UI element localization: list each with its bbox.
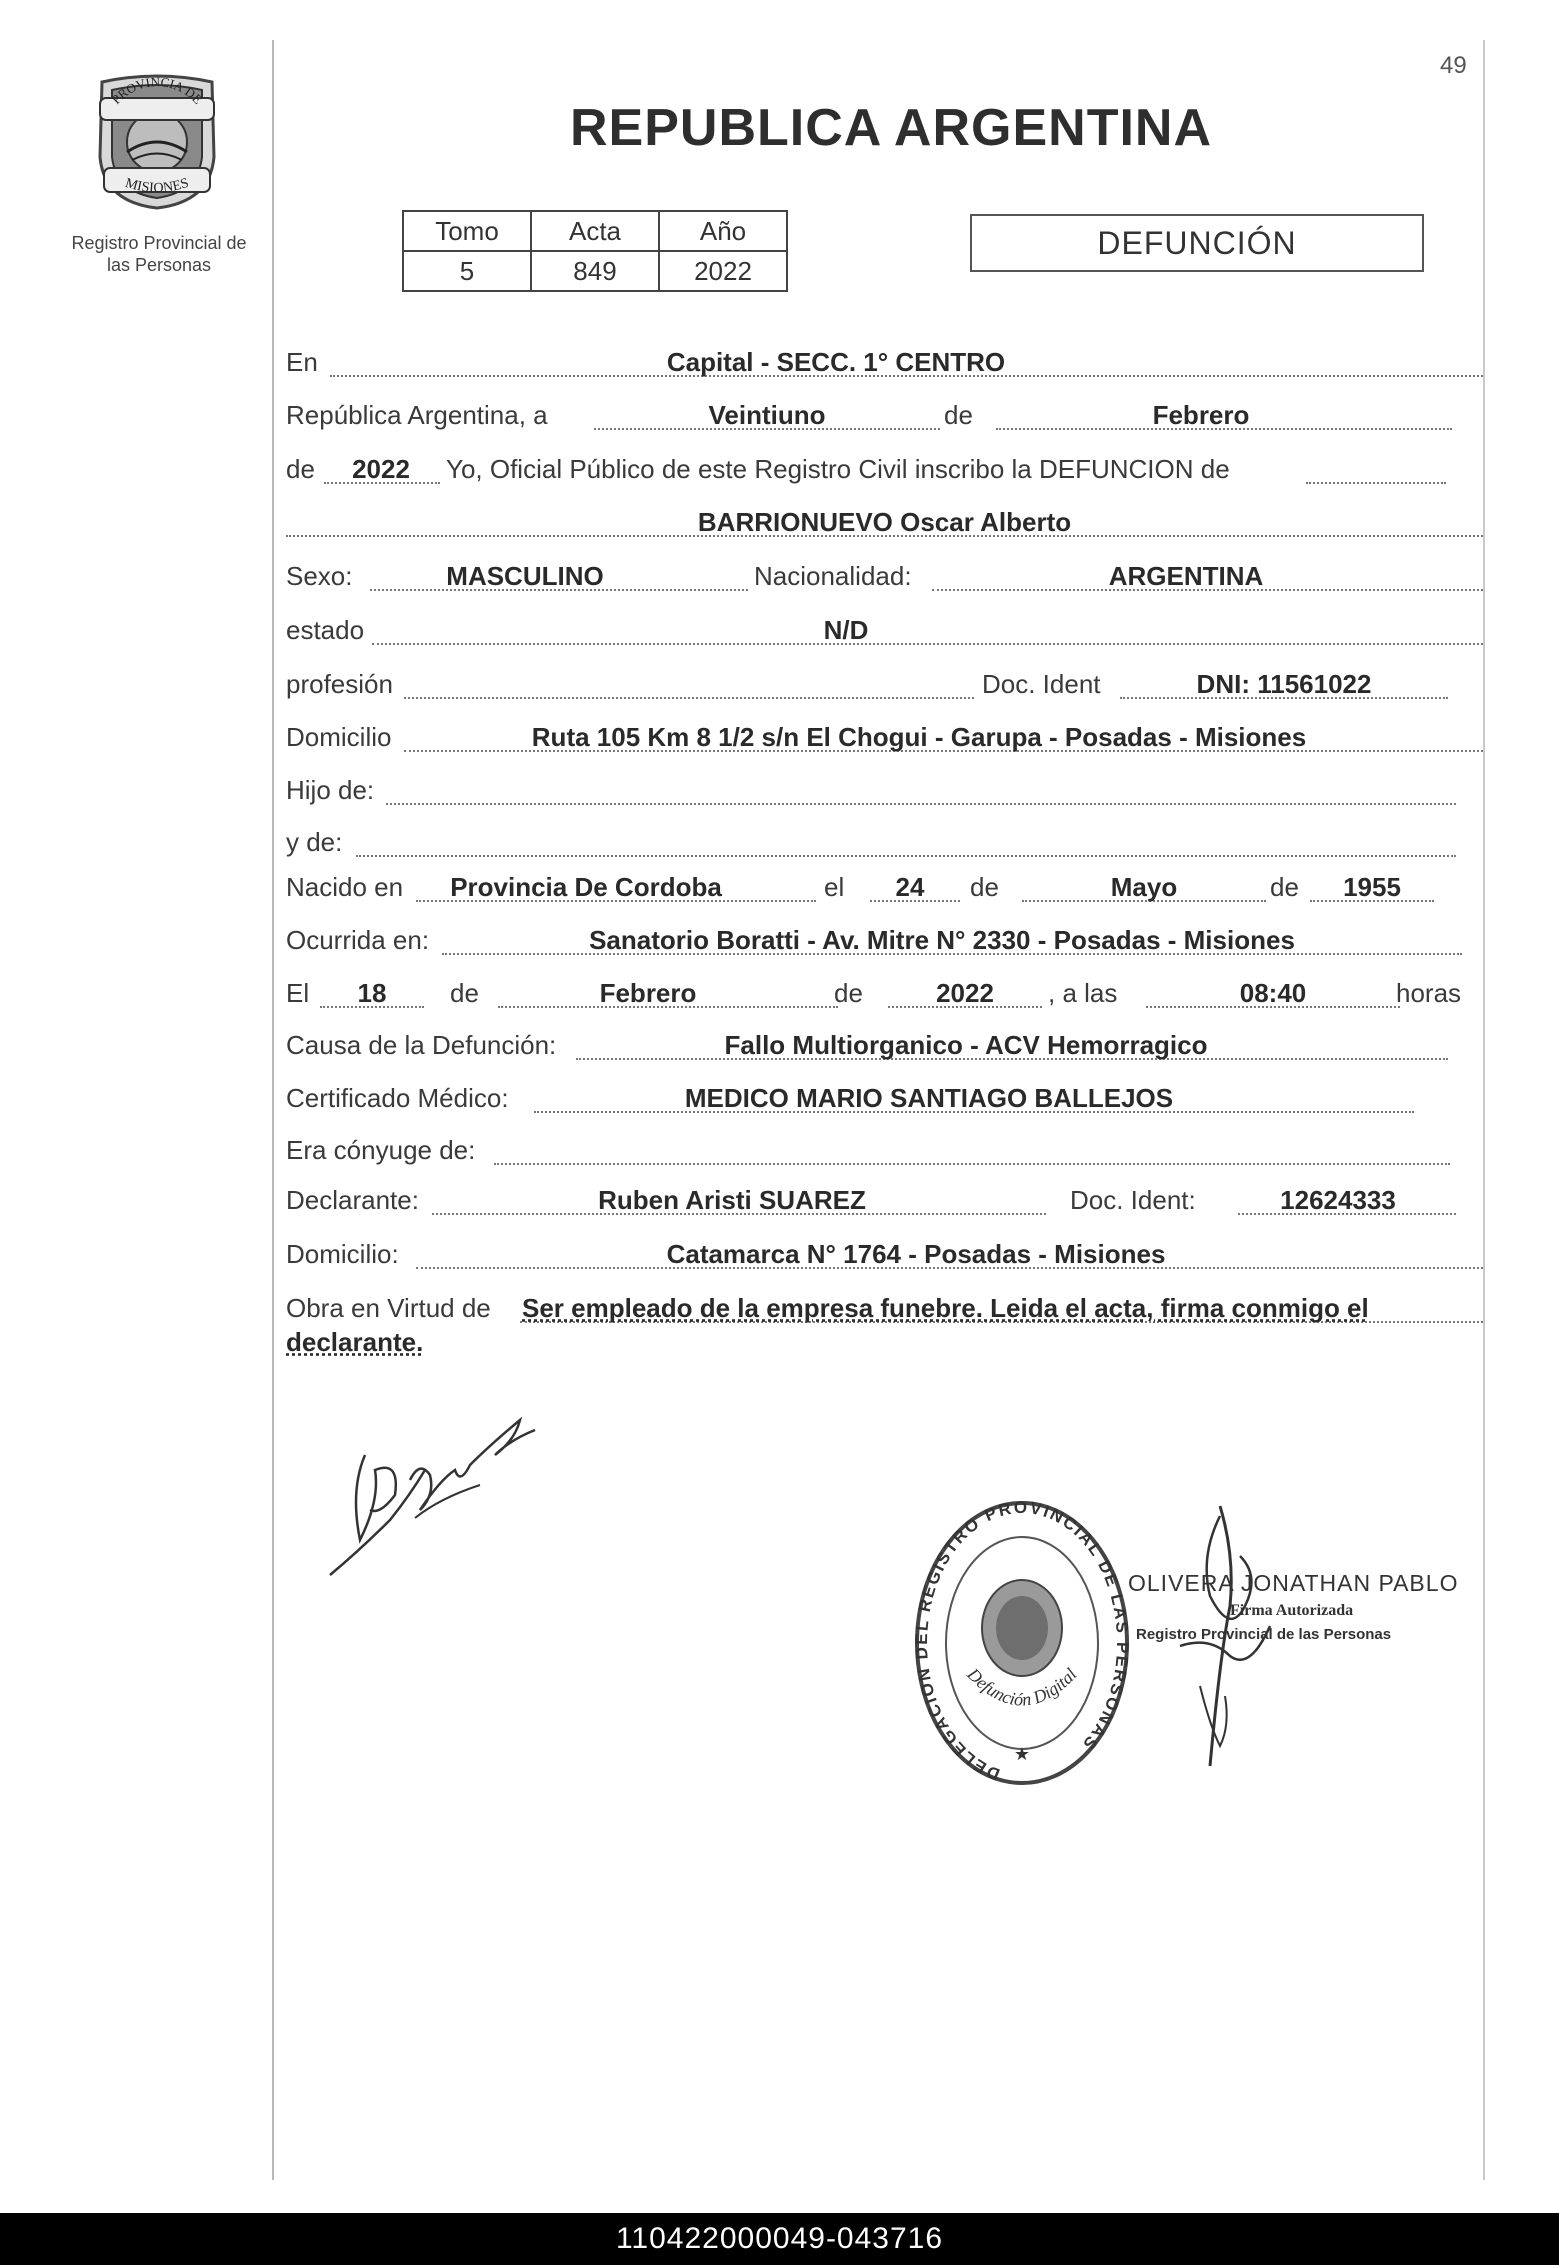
de-label: de xyxy=(944,400,973,430)
row-sexo xyxy=(286,556,1483,596)
death-day: 18 xyxy=(357,978,387,1008)
death-time: 08:40 xyxy=(1239,978,1307,1008)
alas-label: , a las xyxy=(1048,978,1118,1008)
sexo-value: MASCULINO xyxy=(446,561,604,591)
domicilio-declarante-value: Catamarca N° 1764 - Posadas - Misiones xyxy=(666,1239,1166,1269)
de-label-2: de xyxy=(286,454,315,484)
dotted-rule xyxy=(494,1163,1450,1165)
emblem-bottom-text: MISIONES xyxy=(123,175,191,197)
birth-day: 24 xyxy=(895,872,925,902)
signatory-role: Firma Autorizada xyxy=(1230,1602,1354,1619)
nacido-value: Provincia De Cordoba xyxy=(450,872,722,902)
signatory-org: Registro Provincial de las Personas xyxy=(1136,1626,1392,1643)
declarante-signature xyxy=(320,1400,540,1590)
causa-value: Fallo Multiorganico - ACV Hemorragico xyxy=(724,1030,1208,1060)
dotted-rule xyxy=(386,803,1456,805)
conyuge-label: Era cónyuge de: xyxy=(286,1135,476,1165)
seal-star-icon: ★ xyxy=(1013,1744,1031,1764)
row-death-date xyxy=(286,973,1483,1013)
tomo-acta-anio-table xyxy=(402,210,788,292)
nacionalidad-label: Nacionalidad: xyxy=(754,561,912,591)
seal-inner-text: Defunción Digital xyxy=(963,1664,1081,1710)
hijo-label: Hijo de: xyxy=(286,775,375,805)
row-ocurrida xyxy=(286,920,1483,960)
table-value-tomo: 5 xyxy=(403,251,531,291)
doc-ident-label: Doc. Ident xyxy=(982,669,1101,699)
de-label-3: de xyxy=(970,872,999,902)
birth-month: Mayo xyxy=(1110,872,1178,902)
domicilio-value: Ruta 105 Km 8 1/2 s/n El Chogui - Garupa - Posadas - Misiones xyxy=(531,722,1307,752)
nacido-label: Nacido en xyxy=(286,872,404,902)
de-label-5: de xyxy=(450,978,479,1008)
horas-label: horas xyxy=(1396,978,1462,1008)
table-header-tomo: Tomo xyxy=(403,211,531,251)
signatory-name: OLIVERA JONATHAN PABLO xyxy=(1128,1570,1459,1596)
authorized-signatory xyxy=(1090,1496,1470,1776)
row-obra-cont xyxy=(286,1322,1483,1362)
obra-label: Obra en Virtud de xyxy=(286,1293,491,1323)
record-type-box: DEFUNCIÓN xyxy=(970,214,1424,272)
seal-ring-text: DELEGACION DEL REGISTRO PROVINCIAL DE LAS PERSONAS xyxy=(912,1498,1132,1784)
row-nacido xyxy=(286,867,1483,907)
year-value: 2022 xyxy=(352,454,410,484)
row-profesion xyxy=(286,664,1483,704)
ocurrida-value: Sanatorio Boratti - Av. Mitre N° 2330 - Posadas - Misiones xyxy=(589,925,1295,955)
estado-value: N/D xyxy=(823,615,869,645)
registry-label-line2: las Personas xyxy=(106,255,212,275)
table-value-anio: 2022 xyxy=(659,251,787,291)
yde-label: y de: xyxy=(286,827,343,857)
certificado-value: MEDICO MARIO SANTIAGO BALLEJOS xyxy=(684,1083,1174,1113)
dotted-rule xyxy=(356,855,1456,857)
emblem-top-text: PROVINCIA DE xyxy=(108,74,206,107)
birth-year: 1955 xyxy=(1343,872,1401,902)
el-label-2: El xyxy=(286,978,310,1008)
nacionalidad-value: ARGENTINA xyxy=(1108,561,1264,591)
ocurrida-label: Ocurrida en: xyxy=(286,925,430,955)
row-domicilio-declarante xyxy=(286,1234,1483,1274)
month-value: Febrero xyxy=(1152,400,1250,430)
row-date xyxy=(286,395,1483,435)
obra-value-line1: Ser empleado de la empresa funebre. Leida el acta, firma conmigo el xyxy=(522,1293,1369,1323)
right-margin-rule xyxy=(1483,40,1485,2180)
dotted-rule xyxy=(1306,482,1446,484)
row-certificado xyxy=(286,1078,1483,1118)
barcode-footer: 110422000049-043716 xyxy=(0,2213,1559,2265)
registry-label-line1: Registro Provincial de xyxy=(71,233,247,253)
estado-label: estado xyxy=(286,615,365,645)
page-title: REPUBLICA ARGENTINA xyxy=(570,99,1213,157)
table-value-acta: 849 xyxy=(531,251,659,291)
domicilio-label-2: Domicilio: xyxy=(286,1239,399,1269)
doc-ident-label-2: Doc. Ident: xyxy=(1070,1185,1196,1215)
en-label: En xyxy=(286,347,318,377)
row-causa xyxy=(286,1025,1483,1065)
row-yde xyxy=(286,822,1483,862)
domicilio-label: Domicilio xyxy=(286,722,392,752)
left-margin-rule xyxy=(272,40,274,2180)
de-label-6: de xyxy=(834,978,863,1008)
death-year: 2022 xyxy=(936,978,994,1008)
declarante-doc: 12624333 xyxy=(1280,1185,1396,1215)
inscribo-text: Yo, Oficial Público de este Registro Civil inscribo la DEFUNCION de xyxy=(446,454,1230,484)
row-estado xyxy=(286,610,1483,650)
row-name xyxy=(286,502,1483,542)
declarante-value: Ruben Aristi SUAREZ xyxy=(598,1185,866,1215)
causa-label: Causa de la Defunción: xyxy=(286,1030,557,1060)
official-signature xyxy=(1150,1496,1290,1776)
table-header-acta: Acta xyxy=(531,211,659,251)
dotted-rule xyxy=(404,697,974,699)
table-header-anio: Año xyxy=(659,211,787,251)
profesion-label: profesión xyxy=(286,669,393,699)
republica-label: República Argentina, a xyxy=(286,400,548,430)
death-month: Febrero xyxy=(599,978,697,1008)
page-number: 49 xyxy=(1440,52,1467,79)
registry-label xyxy=(48,232,270,276)
row-declarante xyxy=(286,1180,1483,1220)
row-year xyxy=(286,449,1483,489)
en-value: Capital - SECC. 1° CENTRO xyxy=(666,347,1006,377)
sexo-label: Sexo: xyxy=(286,561,353,591)
row-conyuge xyxy=(286,1130,1483,1170)
misiones-emblem-icon xyxy=(82,62,232,212)
row-hijo xyxy=(286,770,1483,810)
doc-ident-value: DNI: 11561022 xyxy=(1196,669,1372,699)
day-value: Veintiuno xyxy=(708,400,826,430)
certificado-label: Certificado Médico: xyxy=(286,1083,509,1113)
de-label-4: de xyxy=(1270,872,1299,902)
el-label: el xyxy=(824,872,845,902)
row-domicilio xyxy=(286,717,1483,757)
obra-value-line2: declarante. xyxy=(286,1327,424,1357)
deceased-name: BARRIONUEVO Oscar Alberto xyxy=(697,507,1072,537)
row-en xyxy=(286,342,1483,382)
declarante-label: Declarante: xyxy=(286,1185,419,1215)
dotted-rule xyxy=(372,643,1483,645)
